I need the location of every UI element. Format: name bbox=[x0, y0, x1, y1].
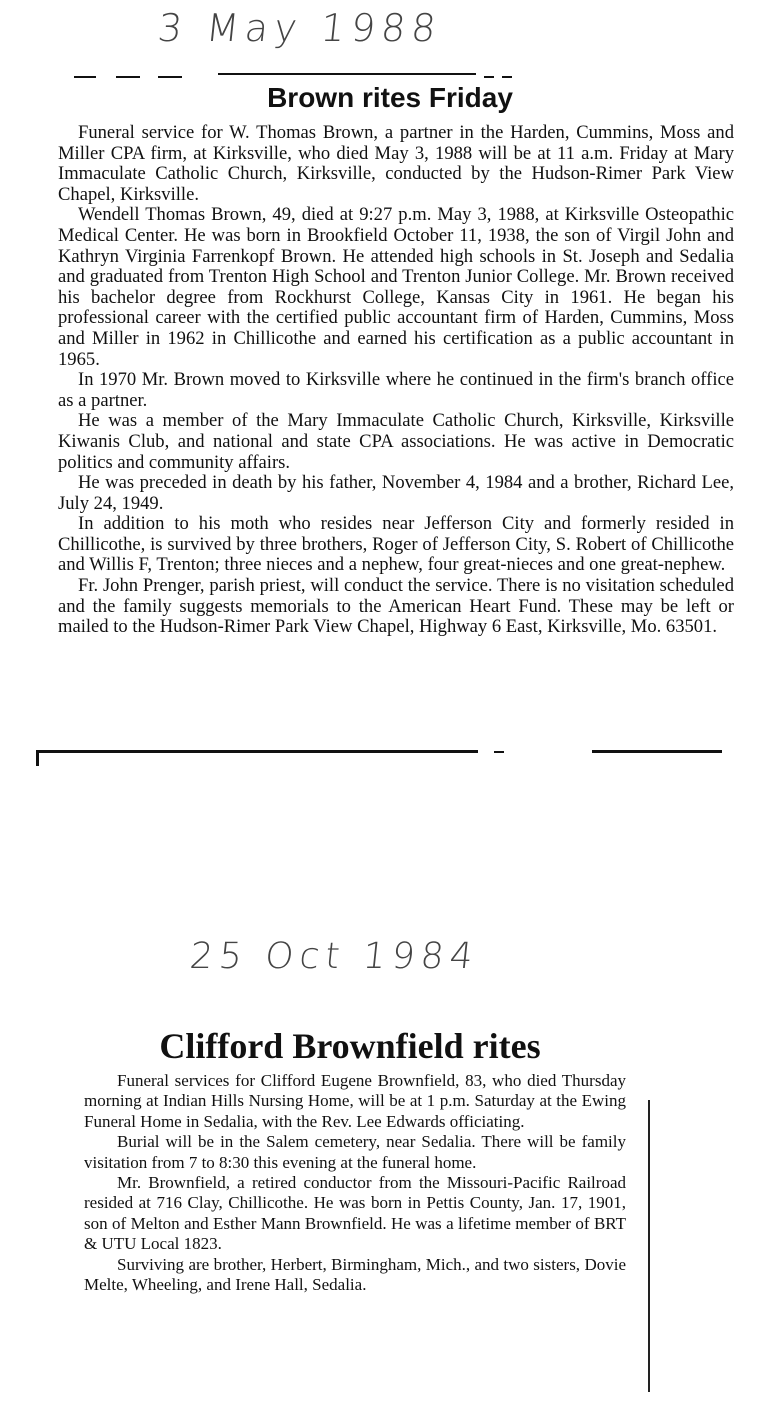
article-paragraph: Funeral service for W. Thomas Brown, a partner in the Harden, Cummins, Moss and Miller CPA firm, at Kirksville, who died May 3, 1988 will be at 11 a.m. Friday at Mary Immaculate Catholic Church, Kirksville, conducted by the Hudson-Rimer Park View Chapel, Kirksville. bbox=[58, 122, 734, 205]
article-paragraph: Funeral services for Clifford Eugene Brownfield, 83, who died Thursday morning at Indian Hills Nursing Home, will be at 1 p.m. Saturday at the Ewing Funeral Home in Sedalia, with the Rev. Lee Edwards officiating. bbox=[84, 1071, 626, 1131]
handwritten-date-note: 25 Oct 1984 bbox=[187, 936, 481, 977]
article-paragraph: In 1970 Mr. Brown moved to Kirksville where he continued in the firm's branch office as a partner. bbox=[58, 369, 734, 411]
article-headline: Brown rites Friday bbox=[267, 82, 513, 113]
article-paragraph: He was preceded in death by his father, November 4, 1984 and a brother, Richard Lee, July 24, 1949. bbox=[58, 472, 734, 514]
article-headline: Clifford Brownfield rites bbox=[159, 1026, 541, 1066]
article-paragraph: In addition to his moth who resides near Jefferson City and formerly resided in Chillicothe, is survived by three brothers, Roger of Jefferson City, S. Robert of Chillicothe and Willis F, Trenton; three nieces and a nephew, four great-nieces and one great-nephew. bbox=[58, 513, 734, 576]
handwritten-date-note: 3 May 1988 bbox=[155, 6, 444, 50]
column-rule bbox=[648, 1100, 650, 1392]
article-paragraph: Wendell Thomas Brown, 49, died at 9:27 p.m. May 3, 1988, at Kirksville Osteopathic Medical Center. He was born in Brookfield October 11, 1938, the son of Virgil John and Kathryn Virginia Farrenkopf Brown. He attended high schools in St. Joseph and Sedalia and graduated from Trenton High School and Trenton Junior College. Mr. Brown received his bachelor degree from Rockhurst College, Kansas City in 1961. He began his professional career with the certified public accountant firm of Harden, Cummins, Moss and Miller in 1962 in Chillicothe and earned his certification as a public accountant in 1965. bbox=[58, 204, 734, 370]
article-paragraph: He was a member of the Mary Immaculate Catholic Church, Kirksville, Kirksville Kiwanis Club, and national and state CPA associations. He was active in Democratic politics and community affairs. bbox=[58, 410, 734, 473]
article-paragraph: Fr. John Prenger, parish priest, will conduct the service. There is no visitation scheduled and the family suggests memorials to the American Heart Fund. These may be left or mailed to the Hudson-Rimer Park View Chapel, Highway 6 East, Kirksville, Mo. 63501. bbox=[58, 575, 734, 638]
article-body bbox=[58, 123, 734, 638]
article-paragraph: Burial will be in the Salem cemetery, near Sedalia. There will be family visitation from 7 to 8:30 this evening at the funeral home. bbox=[84, 1132, 626, 1172]
article-paragraph: Mr. Brownfield, a retired conductor from the Missouri-Pacific Railroad resided at 716 Clay, Chillicothe. He was born in Pettis County, Jan. 17, 1901, son of Melton and Esther Mann Brownfield. He was a lifetime member of BRT & UTU Local 1823. bbox=[84, 1173, 626, 1254]
article-paragraph: Surviving are brother, Herbert, Birmingham, Mich., and two sisters, Dovie Melte, Wheeling, and Irene Hall, Sedalia. bbox=[84, 1254, 626, 1295]
article-body bbox=[84, 1071, 626, 1295]
